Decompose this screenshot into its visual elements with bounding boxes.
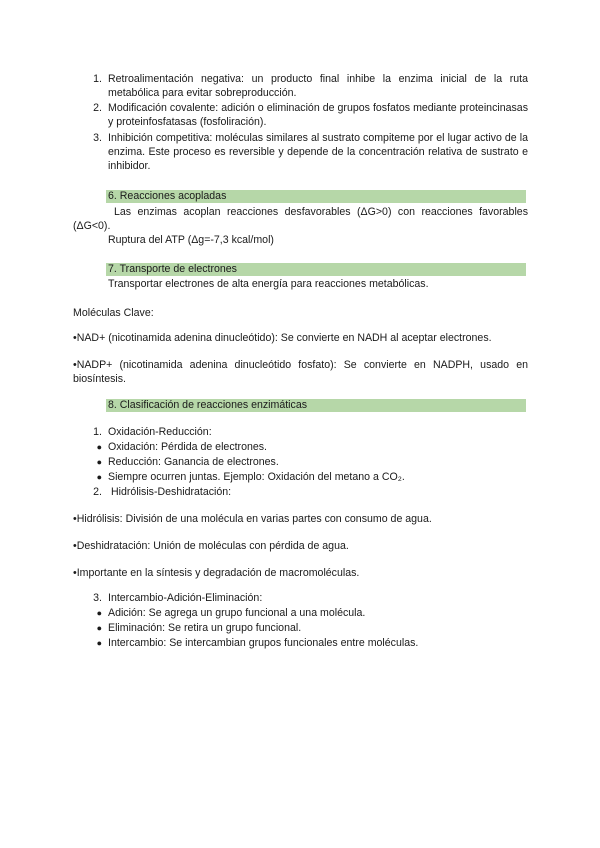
- bullet-item-siempre-juntas: Siempre ocurren juntas. Ejemplo: Oxidación del metano a CO₂.: [108, 471, 405, 483]
- list-number: 3.: [93, 132, 102, 144]
- list-item-retroalimentacion: Retroalimentación negativa: un producto final inhibe la enzima inicial de la ruta metabólica para evitar sobreproducción.: [108, 73, 528, 99]
- bullet-icon: ●: [96, 623, 102, 633]
- section7-text: Transportar electrones de alta energía para reacciones metabólicas.: [108, 278, 429, 290]
- section6-atp-line: Ruptura del ATP (Δg=-7,3 kcal/mol): [108, 234, 274, 246]
- molecule-nadp: •NADP+ (nicotinamida adenina dinucleótido fosfato): Se convierte en NADPH, usado en biosíntesis.: [73, 359, 528, 385]
- bullet-item-oxidacion: Oxidación: Pérdida de electrones.: [108, 441, 267, 453]
- bullet-icon: ●: [96, 457, 102, 467]
- bullet-icon: ●: [96, 608, 102, 618]
- section-header-clasificacion: 8. Clasificación de reacciones enzimáticas: [106, 399, 526, 412]
- list-number: 2.: [93, 486, 102, 498]
- hidrolisis-line: •Hidrólisis: División de una molécula en varias partes con consumo de agua.: [73, 513, 432, 525]
- section-header-reacciones-acopladas: 6. Reacciones acopladas: [106, 190, 526, 203]
- list-item-intercambio: Intercambio-Adición-Eliminación:: [108, 592, 263, 604]
- list-item-modificacion-covalente: Modificación covalente: adición o eliminación de grupos fosfatos mediante proteincinasas y proteinfosfatasas (fosfoliración).: [108, 102, 528, 128]
- molecule-nad: •NAD+ (nicotinamida adenina dinucleótido): Se convierte en NADH al aceptar electrones.: [73, 332, 492, 344]
- list-item-oxidacion-reduccion: Oxidación-Reducción:: [108, 426, 212, 438]
- deshidratacion-line: •Deshidratación: Unión de moléculas con pérdida de agua.: [73, 540, 349, 552]
- list-item-inhibicion-competitiva: Inhibición competitiva: moléculas similares al sustrato compiteme por el lugar activo de la enzima. Este proceso es reversible y depende de la concentración relativa de sustrato e inhibidor.: [108, 132, 528, 172]
- section6-paragraph: Las enzimas acoplan reacciones desfavorables (ΔG>0) con reacciones favorables (ΔG<0).: [73, 206, 528, 232]
- list-number: 3.: [93, 592, 102, 604]
- importante-line: •Importante en la síntesis y degradación de macromoléculas.: [73, 567, 360, 579]
- bullet-item-reduccion: Reducción: Ganancia de electrones.: [108, 456, 279, 468]
- bullet-item-eliminacion: Eliminación: Se retira un grupo funcional.: [108, 622, 302, 634]
- list-number: 2.: [93, 102, 102, 114]
- list-item-hidrolisis-deshidratacion: Hidrólisis-Deshidratación:: [111, 486, 232, 498]
- bullet-item-intercambio: Intercambio: Se intercambian grupos funcionales entre moléculas.: [108, 637, 419, 649]
- list-number: 1.: [93, 73, 102, 85]
- molecules-title: Moléculas Clave:: [73, 307, 154, 319]
- bullet-item-adicion: Adición: Se agrega un grupo funcional a una molécula.: [108, 607, 366, 619]
- bullet-icon: ●: [96, 442, 102, 452]
- list-number: 1.: [93, 426, 102, 438]
- bullet-icon: ●: [96, 638, 102, 648]
- section-header-transporte-electrones: 7. Transporte de electrones: [106, 263, 526, 276]
- bullet-icon: ●: [96, 472, 102, 482]
